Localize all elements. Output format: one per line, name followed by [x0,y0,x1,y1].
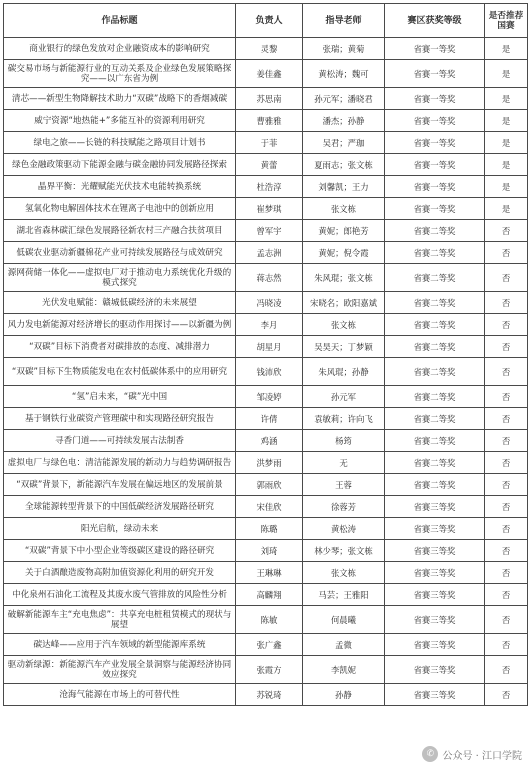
cell-recommend: 否 [485,634,528,656]
cell-recommend: 是 [485,60,528,88]
cell-leader: 许倩 [236,408,303,430]
header-title: 作品标题 [4,4,236,38]
cell-title: “双碳”背景下，新能源汽车发展在偏远地区的发展前景 [4,474,236,496]
table-row [4,606,528,634]
cell-award: 省赛一等奖 [385,154,485,176]
cell-advisor: 无 [303,452,385,474]
table-row [4,176,528,198]
cell-leader: 刘琦 [236,540,303,562]
cell-advisor: 王蓉 [303,474,385,496]
cell-recommend: 否 [485,242,528,264]
cell-leader: 黄蕾 [236,154,303,176]
cell-award: 省赛一等奖 [385,176,485,198]
cell-award: 省赛二等奖 [385,336,485,358]
cell-award: 省赛一等奖 [385,110,485,132]
cell-advisor: 刘馨凯；王力 [303,176,385,198]
cell-recommend: 否 [485,606,528,634]
table-row [4,562,528,584]
cell-recommend: 否 [485,408,528,430]
cell-recommend: 是 [485,154,528,176]
cell-leader: 鸡涵 [236,430,303,452]
cell-title: 清芯——新型生物降解技术助力“双碳”战略下的香烟减碳 [4,88,236,110]
cell-advisor: 宋晓名；欧阳嘉斌 [303,292,385,314]
cell-leader: 邹凌婷 [236,386,303,408]
cell-leader: 钱沛欣 [236,358,303,386]
header-leader: 负责人 [236,4,303,38]
table-row [4,656,528,684]
cell-title: “双碳”背景下中小型企业等级碳区建设的路径研究 [4,540,236,562]
cell-advisor: 孙静 [303,684,385,706]
cell-recommend: 否 [485,540,528,562]
cell-advisor: 张文栋 [303,314,385,336]
cell-title: 绿电之旅——长链的科技赋能之路项目计划书 [4,132,236,154]
header-advisor: 指导老师 [303,4,385,38]
cell-advisor: 黄松涛 [303,518,385,540]
cell-recommend: 否 [485,292,528,314]
cell-leader: 蒋志然 [236,264,303,292]
cell-leader: 王琳琳 [236,562,303,584]
cell-leader: 郭雨欣 [236,474,303,496]
cell-recommend: 否 [485,496,528,518]
cell-recommend: 否 [485,336,528,358]
cell-leader: 曾军宇 [236,220,303,242]
cell-title: 威宁资源“地热能+”多能互补的资源利用研究 [4,110,236,132]
cell-award: 省赛三等奖 [385,684,485,706]
cell-title: 低碳农业驱动新疆棉花产业可持续发展路径与成效研究 [4,242,236,264]
cell-title: “双碳”目标下生物质能发电在农村低碳体系中的应用研究 [4,358,236,386]
cell-recommend: 否 [485,656,528,684]
cell-advisor: 吴君；严珈 [303,132,385,154]
cell-title: 湖北省森林碳汇绿色发展路径新农村三产融合扶贫项目 [4,220,236,242]
cell-leader: 灵黎 [236,38,303,60]
table-row [4,198,528,220]
cell-title: 全球能源转型背景下的中国低碳经济发展路径研究 [4,496,236,518]
cell-leader: 李月 [236,314,303,336]
cell-recommend: 是 [485,176,528,198]
cell-advisor: 黄妮；郎艳芳 [303,220,385,242]
cell-leader: 杜浩淳 [236,176,303,198]
cell-recommend: 否 [485,452,528,474]
table-row [4,88,528,110]
cell-recommend: 否 [485,358,528,386]
watermark [422,746,522,762]
cell-title: 绿色金融政策驱动下能源金融与碳金融协同发展路径探索 [4,154,236,176]
cell-award: 省赛二等奖 [385,408,485,430]
cell-recommend: 是 [485,88,528,110]
header-recommend: 是否推荐国赛 [485,4,528,38]
cell-advisor: 张瑞；黄菊 [303,38,385,60]
cell-award: 省赛二等奖 [385,220,485,242]
cell-leader: 苏思南 [236,88,303,110]
cell-leader: 苏锐琦 [236,684,303,706]
table-row [4,242,528,264]
cell-award: 省赛二等奖 [385,452,485,474]
cell-recommend: 否 [485,264,528,292]
cell-leader: 曹雅雅 [236,110,303,132]
cell-advisor: 孙元军 [303,386,385,408]
cell-recommend: 否 [485,474,528,496]
cell-award: 省赛三等奖 [385,634,485,656]
cell-advisor: 林少琴；张文栋 [303,540,385,562]
cell-advisor: 朱风琨；张文栋 [303,264,385,292]
cell-award: 省赛一等奖 [385,60,485,88]
cell-recommend: 否 [485,386,528,408]
table-row [4,452,528,474]
cell-award: 省赛一等奖 [385,38,485,60]
cell-title: “双碳”目标下消费者对碳排放的态度、减排潜力 [4,336,236,358]
cell-leader: 高麟翔 [236,584,303,606]
cell-recommend: 否 [485,220,528,242]
table-row [4,496,528,518]
table-row [4,386,528,408]
cell-leader: 胡星月 [236,336,303,358]
header-award: 赛区获奖等级 [385,4,485,38]
cell-leader: 陈敏 [236,606,303,634]
cell-recommend: 否 [485,584,528,606]
table-row [4,358,528,386]
table-row [4,314,528,336]
cell-title: 寻香门道——可持续发展古法制香 [4,430,236,452]
table-row [4,684,528,706]
cell-advisor: 杨筠 [303,430,385,452]
table-row [4,60,528,88]
header-row [4,4,528,38]
table-row [4,132,528,154]
watermark-text: 公众号 · 江口学院 [442,750,522,762]
cell-leader: 张广鑫 [236,634,303,656]
cell-advisor: 何晨曦 [303,606,385,634]
cell-recommend: 否 [485,314,528,336]
cell-advisor: 徐蓉芳 [303,496,385,518]
cell-award: 省赛二等奖 [385,242,485,264]
cell-advisor: 潘杰；孙静 [303,110,385,132]
wechat-icon: ✆ [422,746,438,762]
table-row [4,540,528,562]
cell-advisor: 李凯妮 [303,656,385,684]
cell-advisor: 孟微 [303,634,385,656]
cell-advisor: 袁敏莉；许向飞 [303,408,385,430]
cell-title: “氢”启未来，“碳”光中国 [4,386,236,408]
cell-title: 中化泉州石油化工流程及其废水废气管排放的风险性分析 [4,584,236,606]
cell-title: 源网荷储一体化——虚拟电厂对于推动电力系统优化升级的模式探究 [4,264,236,292]
cell-award: 省赛三等奖 [385,496,485,518]
cell-title: 破解新能源车主“充电焦虑”：共享充电桩租赁模式的现状与展望 [4,606,236,634]
table-row [4,292,528,314]
cell-leader: 宋佳欣 [236,496,303,518]
table-row [4,38,528,60]
cell-award: 省赛一等奖 [385,88,485,110]
cell-advisor: 马芸；王雅阳 [303,584,385,606]
table-row [4,110,528,132]
cell-advisor: 孙元军；潘晓君 [303,88,385,110]
table-row [4,408,528,430]
cell-advisor: 夏雨志；张文栋 [303,154,385,176]
cell-award: 省赛三等奖 [385,562,485,584]
cell-leader: 张霞方 [236,656,303,684]
cell-advisor: 吴昊天；丁梦颖 [303,336,385,358]
cell-title: 碳交易市场与新能源行业的互动关系及企业绿色发展策略探究——以广东省为例 [4,60,236,88]
cell-leader: 洪梦雨 [236,452,303,474]
table-row [4,584,528,606]
cell-advisor: 黄松涛；魏可 [303,60,385,88]
cell-recommend: 是 [485,198,528,220]
cell-title: 风力发电新能源对经济增长的驱动作用探讨——以新疆为例 [4,314,236,336]
cell-title: 氢氧化物电解固体技术在锂离子电池中的创新应用 [4,198,236,220]
cell-award: 省赛二等奖 [385,474,485,496]
cell-title: 沧海气能源在市场上的可替代性 [4,684,236,706]
cell-title: 商业银行的绿色发放对企业融资成本的影响研究 [4,38,236,60]
table-row [4,154,528,176]
awards-table [3,3,528,706]
cell-award: 省赛三等奖 [385,606,485,634]
cell-recommend: 否 [485,684,528,706]
cell-title: 碳达峰——应用于汽车领域的新型能源库系统 [4,634,236,656]
cell-title: 晶界平衡：光耀赋能光伏技术电能转换系统 [4,176,236,198]
table-row [4,474,528,496]
cell-title: 光伏发电赋能：赣城低碳经济的未来展望 [4,292,236,314]
cell-advisor: 张文栋 [303,562,385,584]
cell-recommend: 是 [485,110,528,132]
cell-award: 省赛二等奖 [385,386,485,408]
cell-advisor: 张文栋 [303,198,385,220]
cell-recommend: 是 [485,38,528,60]
table-row [4,430,528,452]
cell-leader: 姜佳鑫 [236,60,303,88]
cell-title: 关于白酒酿造废物高附加值资源化利用的研究开发 [4,562,236,584]
cell-award: 省赛一等奖 [385,132,485,154]
cell-title: 基于钢铁行业碳资产管理碳中和实现路径研究报告 [4,408,236,430]
table-row [4,634,528,656]
cell-advisor: 黄妮；倪令霞 [303,242,385,264]
cell-recommend: 否 [485,562,528,584]
cell-recommend: 否 [485,430,528,452]
table-row [4,220,528,242]
cell-leader: 于菲 [236,132,303,154]
cell-award: 省赛一等奖 [385,198,485,220]
table-row [4,264,528,292]
cell-title: 虚拟电厂与绿色电：清洁能源发展的新动力与趋势调研报告 [4,452,236,474]
table-row [4,336,528,358]
cell-award: 省赛二等奖 [385,314,485,336]
cell-leader: 冯晓凌 [236,292,303,314]
cell-title: 驱动新绿源：新能源汽车产业发展全景洞察与能源经济协同效应探究 [4,656,236,684]
cell-leader: 崔梦琪 [236,198,303,220]
cell-title: 阳光启航，绿动未来 [4,518,236,540]
cell-leader: 孟志洲 [236,242,303,264]
cell-recommend: 是 [485,132,528,154]
cell-award: 省赛三等奖 [385,518,485,540]
table-row [4,518,528,540]
cell-award: 省赛二等奖 [385,264,485,292]
cell-recommend: 否 [485,518,528,540]
cell-award: 省赛三等奖 [385,584,485,606]
cell-leader: 陈璐 [236,518,303,540]
cell-award: 省赛二等奖 [385,292,485,314]
cell-award: 省赛二等奖 [385,358,485,386]
cell-advisor: 朱风琨；孙静 [303,358,385,386]
cell-award: 省赛二等奖 [385,430,485,452]
cell-award: 省赛三等奖 [385,656,485,684]
cell-award: 省赛三等奖 [385,540,485,562]
